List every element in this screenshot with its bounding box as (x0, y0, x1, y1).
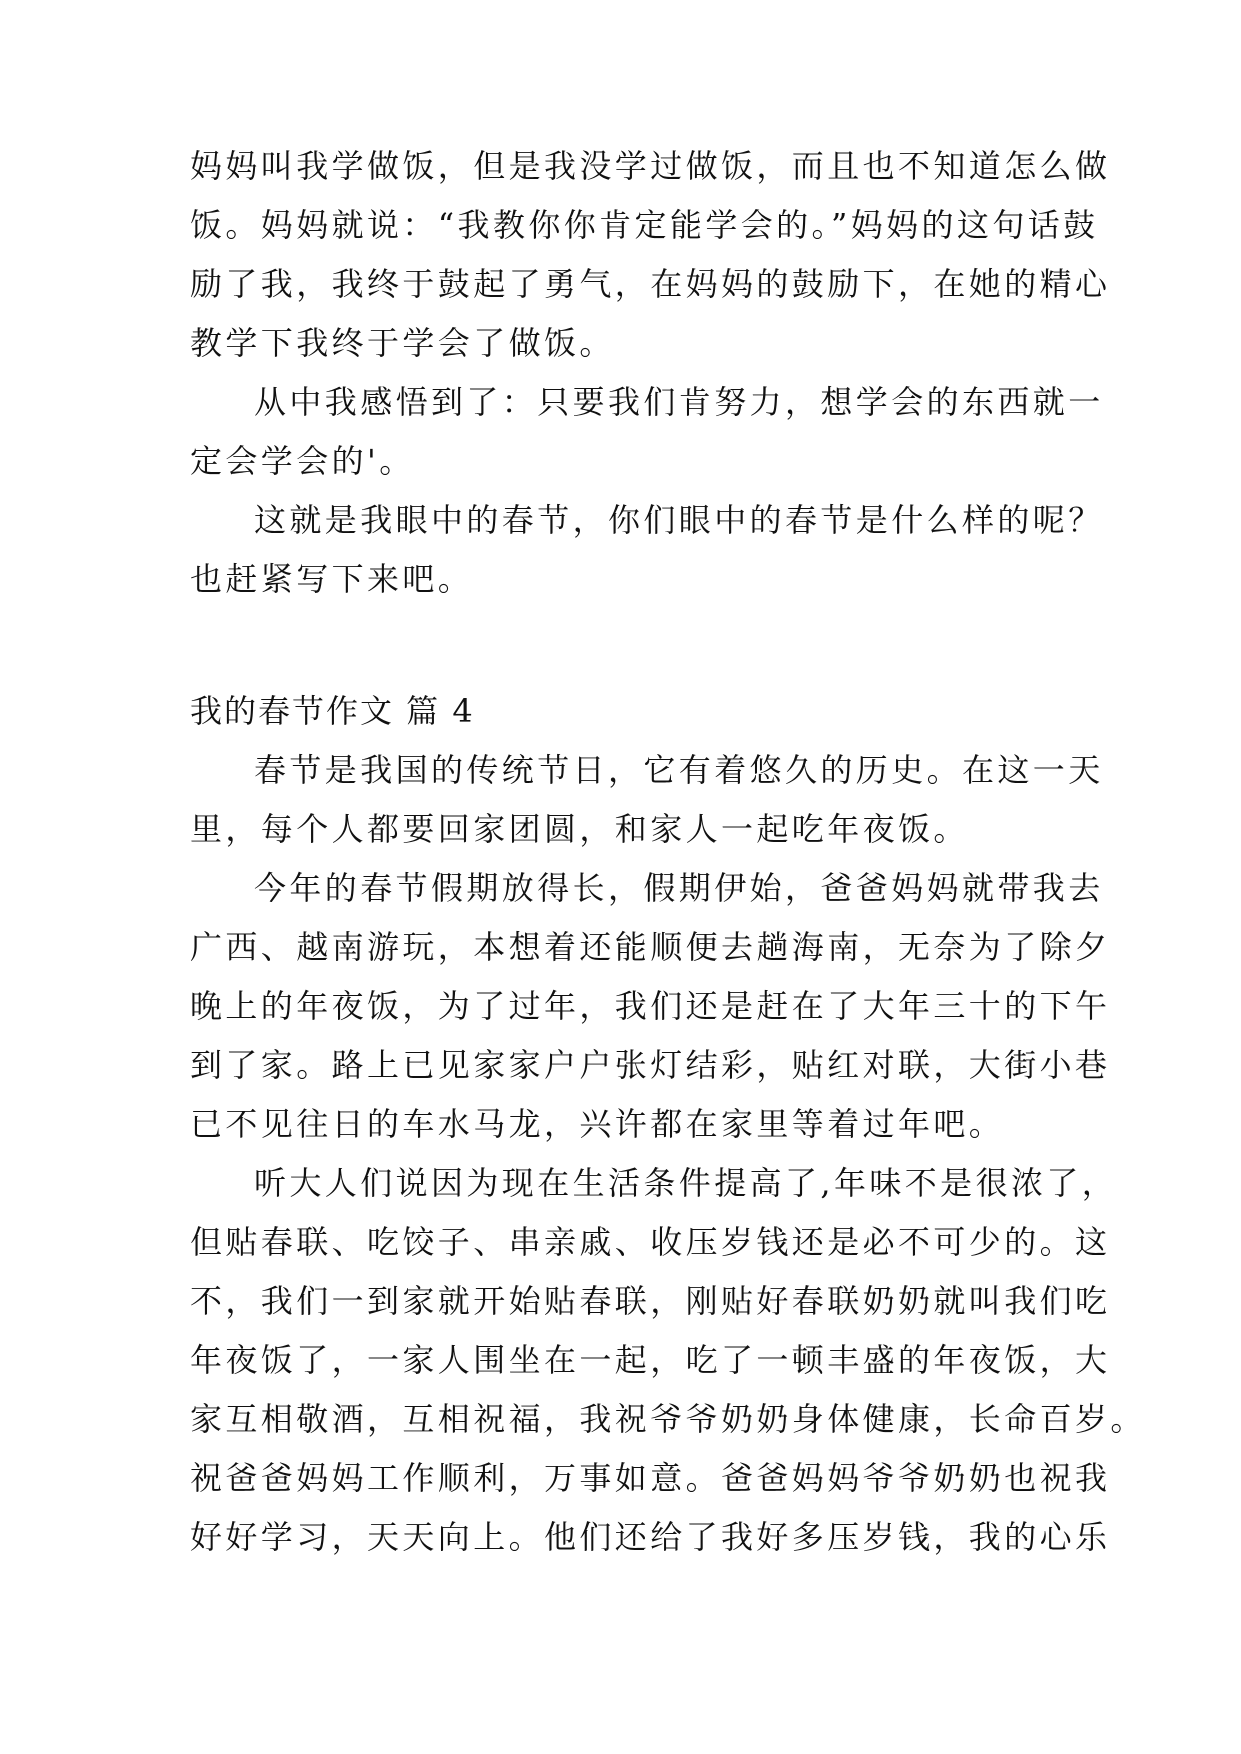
paragraph-line: 家互相敬酒，互相祝福，我祝爷爷奶奶身体健康，长命百岁。 (190, 1400, 1146, 1438)
paragraph-line: 年夜饭了，一家人围坐在一起，吃了一顿丰盛的年夜饭，大 (190, 1341, 1111, 1379)
paragraph-first-line: 从中我感悟到了：只要我们肯努力，想学会的东西就一 (254, 383, 1104, 421)
paragraph-line: 广西、越南游玩，本想着还能顺便去趟海南，无奈为了除夕 (190, 928, 1111, 966)
paragraph-line: 但贴春联、吃饺子、串亲戚、收压岁钱还是必不可少的。这 (190, 1223, 1111, 1261)
paragraph-line: 定会学会的'。 (190, 442, 415, 480)
section-heading: 我的春节作文 篇 4 (190, 692, 475, 730)
paragraph-line: 不，我们一到家就开始贴春联，刚贴好春联奶奶就叫我们吃 (190, 1282, 1111, 1320)
paragraph-line: 里，每个人都要回家团圆，和家人一起吃年夜饭。 (190, 810, 969, 848)
paragraph-line: 祝爸爸妈妈工作顺利，万事如意。爸爸妈妈爷爷奶奶也祝我 (190, 1459, 1111, 1497)
paragraph-line: 到了家。路上已见家家户户张灯结彩，贴红对联，大街小巷 (190, 1046, 1111, 1084)
paragraph-line: 也赶紧写下来吧。 (190, 560, 474, 598)
paragraph-first-line: 听大人们说因为现在生活条件提高了,年味不是很浓了， (254, 1164, 1118, 1202)
paragraph-line: 好好学习，天天向上。他们还给了我好多压岁钱，我的心乐 (190, 1518, 1111, 1556)
paragraph-line: 晚上的年夜饭，为了过年，我们还是赶在了大年三十的下午 (190, 987, 1111, 1025)
paragraph-first-line: 这就是我眼中的春节，你们眼中的春节是什么样的呢？ (254, 501, 1104, 539)
paragraph-line: 妈妈叫我学做饭，但是我没学过做饭，而且也不知道怎么做 (190, 147, 1111, 185)
paragraph-line: 教学下我终于学会了做饭。 (190, 324, 615, 362)
paragraph-line: 饭。妈妈就说：“我教你你肯定能学会的。”妈妈的这句话鼓 (190, 206, 1099, 244)
paragraph-first-line: 春节是我国的传统节日，它有着悠久的历史。在这一天 (254, 751, 1104, 789)
paragraph-line: 励了我，我终于鼓起了勇气，在妈妈的鼓励下，在她的精心 (190, 265, 1111, 303)
paragraph-first-line: 今年的春节假期放得长，假期伊始，爸爸妈妈就带我去 (254, 869, 1104, 907)
paragraph-line: 已不见往日的车水马龙，兴许都在家里等着过年吧。 (190, 1105, 1005, 1143)
